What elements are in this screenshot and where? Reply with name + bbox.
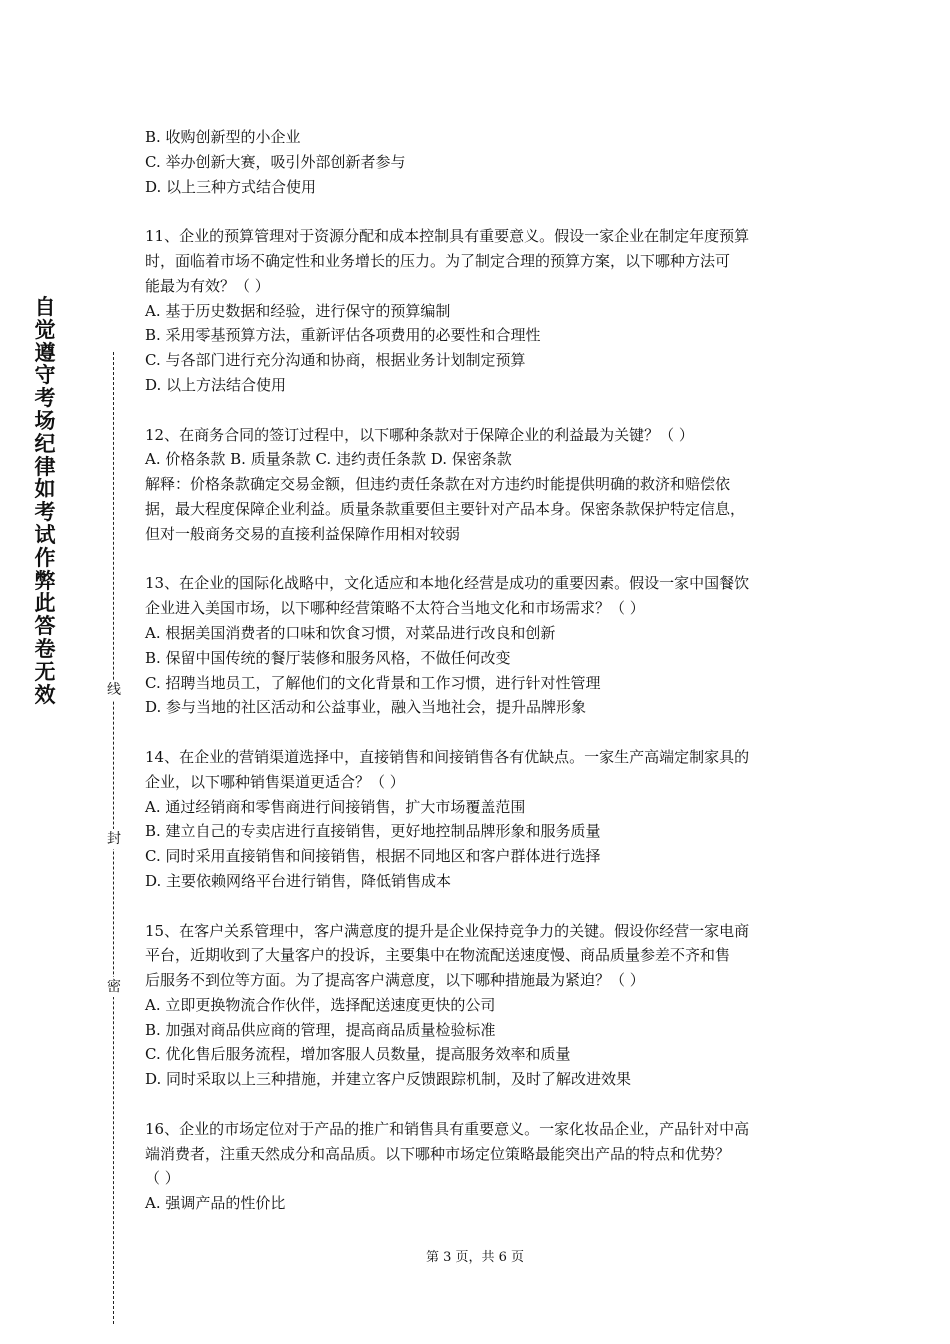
answer-option: D. 参与当地的社区活动和公益事业，融入当地社会，提升品牌形象 bbox=[145, 698, 587, 717]
slogan-char: 自 bbox=[34, 295, 56, 319]
answer-option: B. 加强对商品供应商的管理，提高商品质量检验标准 bbox=[145, 1020, 496, 1039]
question-stem-line: 15、在客户关系管理中，客户满意度的提升是企业保持竞争力的关键。假设你经营一家电商 bbox=[145, 921, 750, 940]
answer-option: A. 立即更换物流合作伙伴，选择配送速度更快的公司 bbox=[145, 995, 496, 1014]
slogan-char: 效 bbox=[34, 682, 56, 707]
slogan-char: 守 bbox=[34, 363, 56, 388]
answer-option: B. 采用零基预算方法，重新评估各项费用的必要性和合理性 bbox=[145, 326, 541, 345]
question-stem-line: 端消费者，注重天然成分和高品质。以下哪种市场定位策略最能突出产品的特点和优势？ bbox=[145, 1144, 731, 1163]
answer-option: B. 收购创新型的小企业 bbox=[145, 128, 301, 146]
question-stem-line: 16、企业的市场定位对于产品的推广和销售具有重要意义。一家化妆品企业，产品针对中高 bbox=[145, 1119, 750, 1138]
slogan-char: 考 bbox=[34, 386, 56, 411]
exam-discipline-notice bbox=[31, 296, 59, 706]
answer-option: A. 根据美国消费者的口味和饮食习惯，对菜品进行改良和创新 bbox=[145, 623, 556, 642]
answer-option: C. 与各部门进行充分沟通和协商，根据业务计划制定预算 bbox=[145, 351, 526, 370]
slogan-char: 考 bbox=[34, 500, 56, 525]
slogan-char: 试 bbox=[34, 522, 56, 547]
answer-option: B. 保留中国传统的餐厅装修和服务风格，不做任何改变 bbox=[145, 648, 511, 667]
answer-option: C. 举办创新大赛，吸引外部创新者参与 bbox=[145, 152, 406, 171]
answer-option: D. 同时采取以上三种措施，并建立客户反馈跟踪机制，及时了解改进效果 bbox=[145, 1070, 632, 1089]
slogan-char: 作 bbox=[34, 545, 56, 570]
question-16 bbox=[145, 1117, 815, 1216]
question-stem-line: 时，面临着市场不确定性和业务增长的压力。为了制定合理的预算方案，以下哪种方法可 bbox=[145, 251, 731, 270]
slogan-char: 此 bbox=[34, 591, 56, 616]
question-13 bbox=[145, 571, 815, 720]
question-content bbox=[145, 125, 815, 1216]
binding-label-line: 线 bbox=[103, 680, 125, 700]
slogan-char: 弊 bbox=[34, 568, 56, 593]
question-stem-line: 14、在企业的营销渠道选择中，直接销售和间接销售各有优缺点。一家生产高端定制家具的 bbox=[145, 747, 750, 766]
question-stem-line: 13、在企业的国际化战略中，文化适应和本地化经营是成功的重要因素。假设一家中国餐饮 bbox=[145, 574, 750, 593]
question-stem-line: 11、企业的预算管理对于资源分配和成本控制具有重要意义。假设一家企业在制定年度预算 bbox=[145, 227, 750, 246]
slogan-char: 觉 bbox=[34, 317, 56, 342]
answer-option: D. 以上三种方式结合使用 bbox=[145, 177, 317, 196]
answer-option: C. 招聘当地员工，了解他们的文化背景和工作习惯，进行针对性管理 bbox=[145, 673, 601, 692]
slogan-char: 场 bbox=[34, 408, 56, 433]
answer-option: C. 优化售后服务流程，增加客服人员数量，提高服务效率和质量 bbox=[145, 1045, 571, 1064]
question-12 bbox=[145, 423, 815, 547]
question-15 bbox=[145, 919, 815, 1093]
answer-option: A. 基于历史数据和经验，进行保守的预算编制 bbox=[145, 301, 451, 320]
answer-option: D. 主要依赖网络平台进行销售，降低销售成本 bbox=[145, 871, 452, 890]
question-stem-line: 后服务不到位等方面。为了提高客户满意度，以下哪种措施最为紧迫？（ ） bbox=[145, 971, 645, 990]
question-stem-line: 能最为有效？（ ） bbox=[145, 276, 270, 295]
question-stem-line: 12、在商务合同的签订过程中，以下哪种条款对于保障企业的利益最为关键？（ ） bbox=[145, 425, 694, 444]
question-stem-line: 平台，近期收到了大量客户的投诉，主要集中在物流配送速度慢、商品质量参差不齐和售 bbox=[145, 946, 731, 965]
slogan-char: 答 bbox=[34, 614, 56, 639]
explanation-line: 据，最大程度保障企业利益。质量条款重要但主要针对产品本身。保密条款保护特定信息， bbox=[145, 499, 746, 518]
binding-label-dense: 密 bbox=[103, 977, 125, 997]
question-14 bbox=[145, 745, 815, 894]
slogan-char: 如 bbox=[34, 477, 56, 502]
slogan-char: 纪 bbox=[34, 431, 56, 456]
binding-label-seal: 封 bbox=[103, 829, 125, 849]
explanation-line: 解释：价格条款确定交易金额，但违约责任条款在对方违约时能提供明确的救济和赔偿依 bbox=[145, 475, 731, 494]
answer-option: C. 同时采用直接销售和间接销售，根据不同地区和客户群体进行选择 bbox=[145, 847, 601, 866]
answer-option: A. 通过经销商和零售商进行间接销售，扩大市场覆盖范围 bbox=[145, 797, 526, 816]
question-stem-line: （ ） bbox=[145, 1169, 180, 1188]
question-10-tail bbox=[145, 125, 815, 199]
page-footer: 第 3 页，共 6 页 bbox=[425, 1250, 525, 1265]
answer-option: A. 强调产品的性价比 bbox=[145, 1194, 286, 1213]
slogan-char: 律 bbox=[34, 454, 56, 479]
answer-option: D. 以上方法结合使用 bbox=[145, 375, 287, 394]
question-stem-line: 企业进入美国市场，以下哪种经营策略不太符合当地文化和市场需求？（ ） bbox=[145, 599, 645, 618]
question-11 bbox=[145, 224, 815, 398]
explanation-line: 但对一般商务交易的直接利益保障作用相对较弱 bbox=[145, 524, 461, 543]
answer-option: A. 价格条款 B. 质量条款 C. 违约责任条款 D. 保密条款 bbox=[145, 450, 512, 469]
slogan-char: 无 bbox=[34, 659, 56, 684]
answer-option: B. 建立自己的专卖店进行直接销售，更好地控制品牌形象和服务质量 bbox=[145, 822, 601, 841]
slogan-char: 遵 bbox=[34, 340, 56, 365]
question-stem-line: 企业，以下哪种销售渠道更适合？（ ） bbox=[145, 772, 405, 791]
slogan-char: 卷 bbox=[34, 636, 56, 661]
